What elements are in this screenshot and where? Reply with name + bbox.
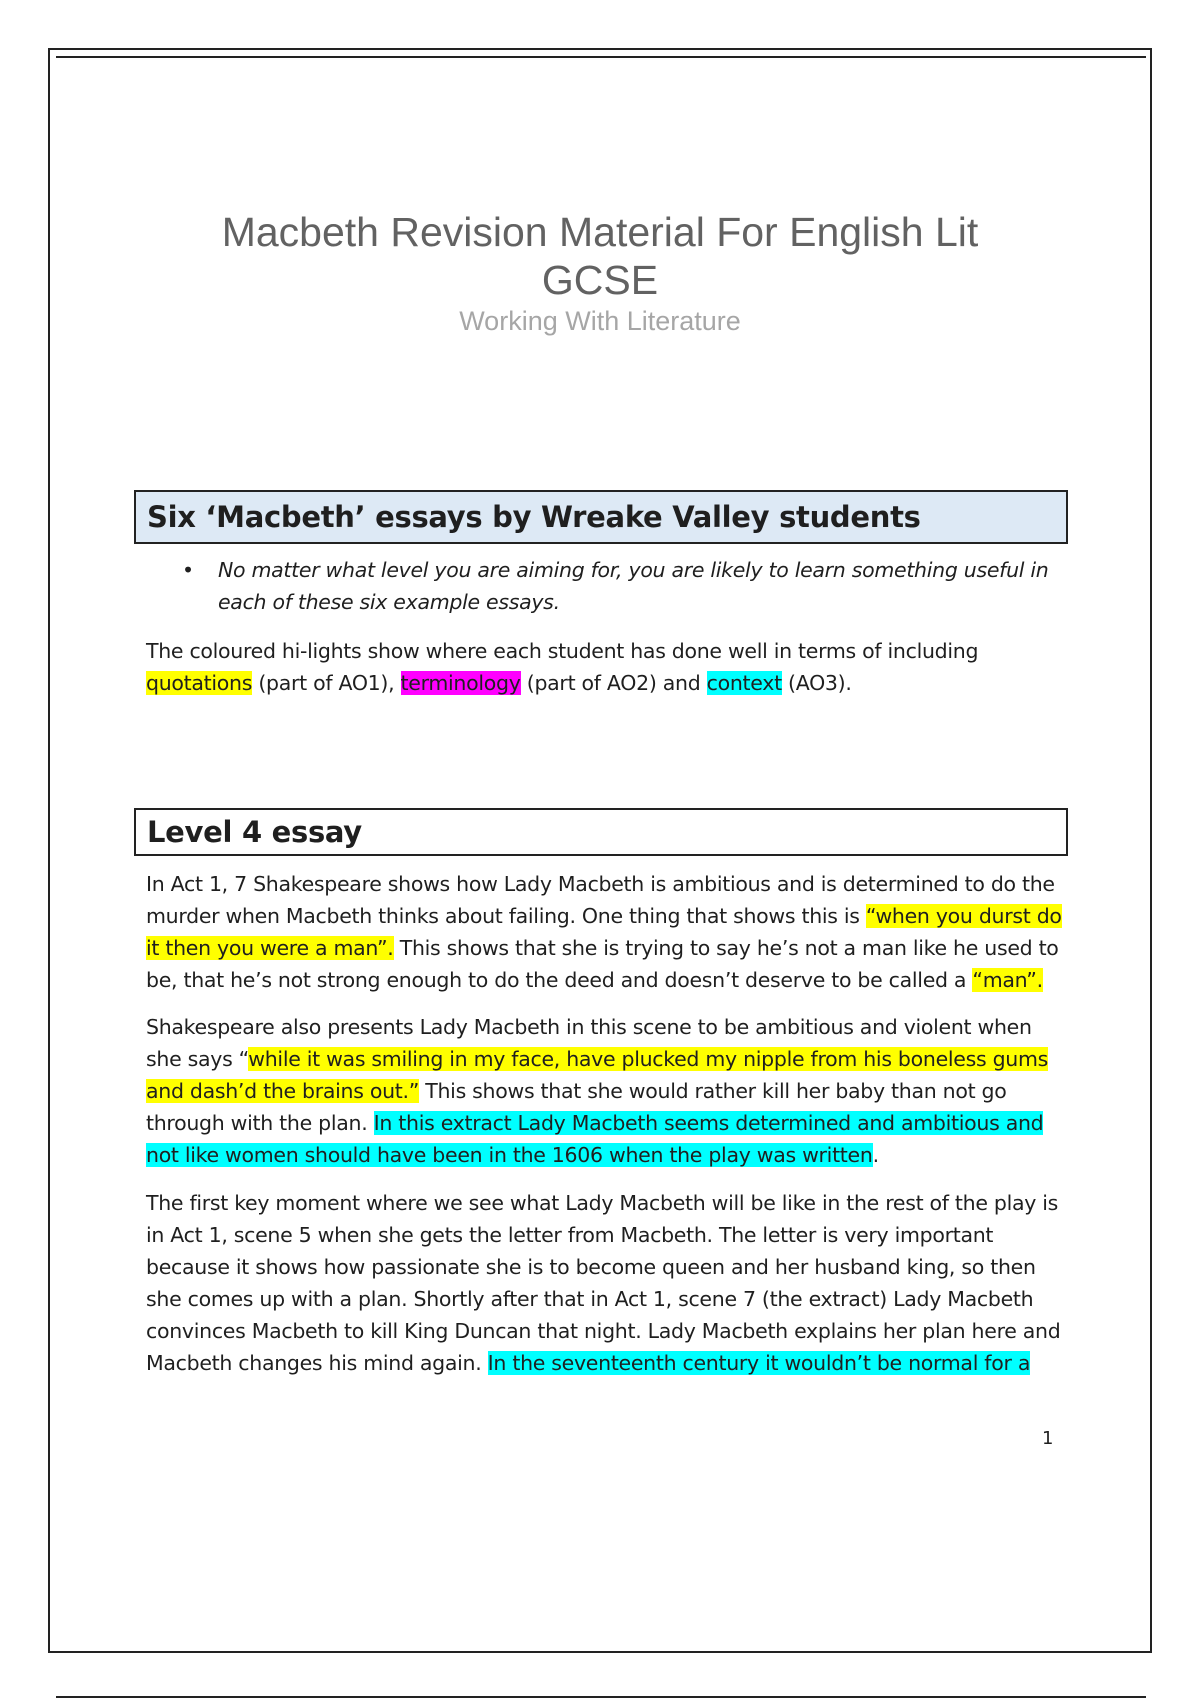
quotation-highlight: while it was smiling in my face, have plucked my nipple from his boneless gums and dash’d the brains out.” xyxy=(146,1047,1049,1103)
context-highlight: In this extract Lady Macbeth seems determined and ambitious and not like women should have been in the 1606 when the play was written xyxy=(146,1111,1044,1167)
section-heading-text: Six ‘Macbeth’ essays by Wreake Valley students xyxy=(147,500,921,534)
essay-text: The first key moment where we see what Lady Macbeth will be like in the rest of the play is in Act 1, scene 5 when she gets the letter from Macbeth. The letter is very important because it shows how passionate she is to become queen and her husband king, so then she comes up with a plan. Shortly after that in Act 1, scene 7 (the extract) Lady Macbeth convinces Macbeth to kill King Duncan that night. Lady Macbeth explains her plan here and Macbeth changes his mind again. xyxy=(146,1191,1061,1375)
document-subtitle: Working With Literature xyxy=(459,306,741,336)
essay-paragraph-1 xyxy=(146,868,1066,996)
bottom-rule xyxy=(56,1696,1146,1698)
bullet-item xyxy=(182,554,1052,618)
section-heading-text: Level 4 essay xyxy=(147,815,362,849)
intro-text: The coloured hi-lights show where each student has done well in terms of including xyxy=(146,639,979,663)
essay-text: This shows that she is trying to say he’s not a man like he used to be, that he’s not strong enough to do the deed and doesn’t deserve to be called a xyxy=(146,936,1059,992)
bullet-dot-icon: • xyxy=(182,558,194,582)
intro-text: (AO3). xyxy=(781,671,852,695)
top-rule xyxy=(56,56,1146,58)
quotations-highlight: quotations xyxy=(146,671,253,695)
context-highlight: In the seventeenth century it wouldn’t be normal for a xyxy=(487,1351,1031,1375)
intro-text: (part of AO1), xyxy=(252,671,401,695)
document-title: Macbeth Revision Material For English Lit GCSE xyxy=(221,209,979,303)
bullet-text: No matter what level you are aiming for, you are likely to learn something useful in each of these six example essays. xyxy=(218,558,1049,614)
essay-text: In Act 1, 7 Shakespeare shows how Lady Macbeth is ambitious and is determined to do the murder when Macbeth thinks about failing. One thing that shows this is xyxy=(146,872,1055,928)
context-highlight: context xyxy=(706,671,782,695)
terminology-highlight: terminology xyxy=(400,671,521,695)
section-heading-level4 xyxy=(134,808,1068,856)
essay-text: This shows that she would rather kill her baby than not go through with the plan. xyxy=(146,1079,1007,1135)
intro-paragraph xyxy=(146,635,1066,699)
intro-text: (part of AO2) and xyxy=(520,671,707,695)
title-block xyxy=(0,208,1200,337)
quotation-highlight: “man”. xyxy=(972,968,1043,992)
essay-text: . xyxy=(872,1143,879,1167)
essay-paragraph-2 xyxy=(146,1011,1066,1171)
quotation-highlight: “when you durst do it then you were a man”. xyxy=(146,904,1062,960)
essay-text: Shakespeare also presents Lady Macbeth in this scene to be ambitious and violent when she says “ xyxy=(146,1015,1032,1071)
page-number: 1 xyxy=(1042,1428,1054,1449)
section-heading-essays xyxy=(134,490,1068,544)
essay-paragraph-3 xyxy=(146,1187,1066,1379)
